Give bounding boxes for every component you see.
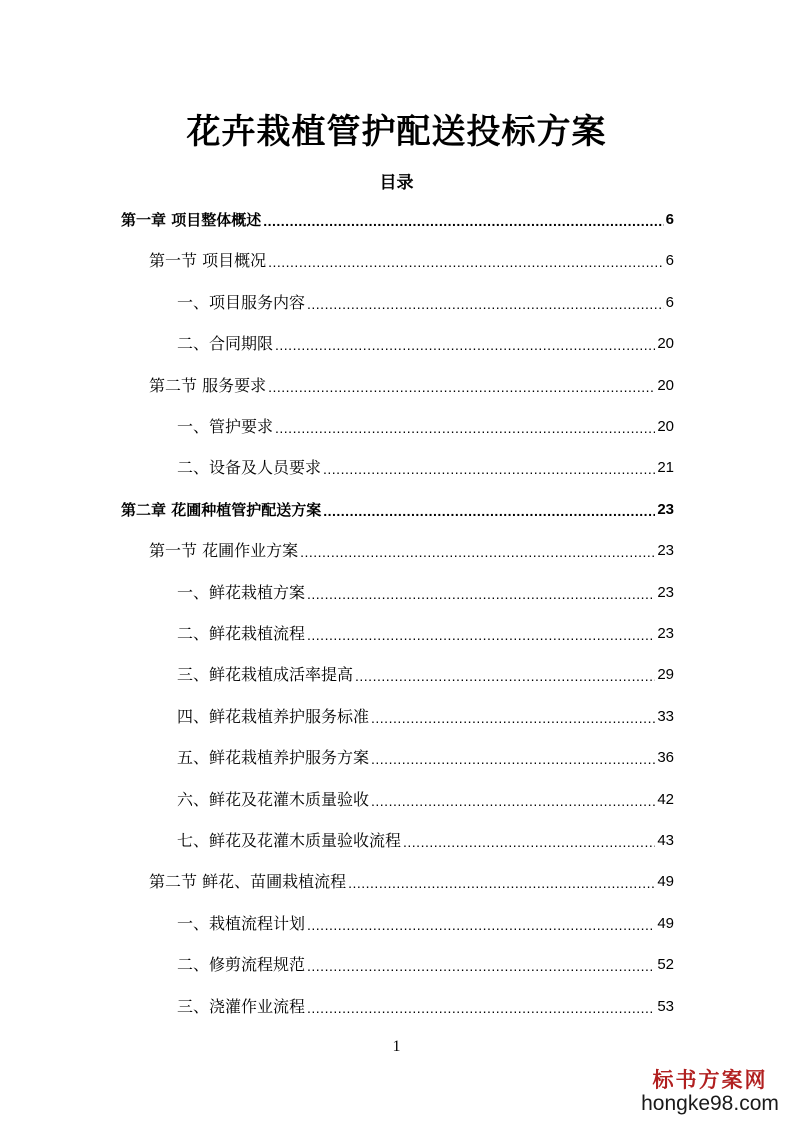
toc-dot-leader: [307, 626, 655, 644]
toc-entry-label: 二、设备及人员要求: [177, 458, 322, 477]
toc-dot-leader: [307, 295, 664, 313]
toc-dot-leader: [307, 585, 655, 603]
toc-dot-leader: [263, 212, 663, 230]
toc-dot-leader: [355, 667, 655, 685]
toc-entry-page: 6: [665, 294, 674, 311]
page-number: 1: [392, 1038, 401, 1055]
toc-entry[interactable]: [149, 868, 674, 892]
toc-entry-page: 21: [657, 459, 674, 476]
toc-entry[interactable]: [177, 703, 674, 727]
toc-entry-label: 一、鲜花栽植方案: [177, 583, 306, 602]
toc-dot-leader: [323, 460, 655, 478]
toc-entry-page: 49: [657, 915, 674, 932]
toc-entry[interactable]: [177, 454, 674, 478]
toc-entry-page: 20: [657, 377, 674, 394]
toc-entry-label: 七、鲜花及花灌木质量验收流程: [177, 831, 402, 850]
toc-entry-label: 第二章 花圃种植管护配送方案: [121, 501, 322, 519]
toc-heading: 目录: [379, 173, 414, 193]
toc-entry-page: 53: [657, 998, 674, 1015]
toc-entry[interactable]: [177, 744, 674, 768]
watermark-brand: 标书方案网: [652, 1067, 768, 1092]
toc-entry[interactable]: [177, 579, 674, 603]
toc-entry[interactable]: [149, 247, 674, 271]
toc-dot-leader: [300, 543, 655, 561]
toc-entry-page: 29: [657, 666, 674, 683]
toc-entry-page: 20: [657, 335, 674, 352]
toc-dot-leader: [268, 253, 664, 271]
toc-dot-leader: [323, 502, 655, 520]
toc-entry[interactable]: [121, 206, 674, 230]
toc-entry[interactable]: [177, 289, 674, 313]
toc-entry-page: 23: [657, 542, 674, 559]
toc-entry-page: 42: [657, 791, 674, 808]
toc-entry-page: 36: [657, 749, 674, 766]
toc-entry-label: 六、鲜花及花灌木质量验收: [177, 790, 370, 809]
toc-entry-label: 第二节 服务要求: [149, 376, 267, 395]
toc-dot-leader: [371, 792, 655, 810]
toc-dot-leader: [403, 833, 655, 851]
toc-entry[interactable]: [177, 993, 674, 1017]
toc-entry-label: 第一节 花圃作业方案: [149, 541, 299, 560]
toc-entry-label: 一、栽植流程计划: [177, 914, 306, 933]
toc-entry[interactable]: [149, 372, 674, 396]
toc-entry[interactable]: [177, 330, 674, 354]
toc-entry[interactable]: [177, 620, 674, 644]
toc-entry[interactable]: [149, 537, 674, 561]
toc-entry-page: 33: [657, 708, 674, 725]
toc-entry[interactable]: [177, 827, 674, 851]
watermark-url: hongke98.com: [641, 1092, 779, 1115]
toc-dot-leader: [268, 378, 655, 396]
toc-entry-label: 三、浇灌作业流程: [177, 997, 306, 1016]
watermark: [635, 1068, 785, 1116]
toc-entry-page: 20: [657, 418, 674, 435]
toc-entry-label: 一、管护要求: [177, 417, 274, 436]
toc-dot-leader: [275, 419, 655, 437]
toc-entry-label: 四、鲜花栽植养护服务标准: [177, 707, 370, 726]
toc-dot-leader: [307, 916, 655, 934]
toc-entry-label: 二、修剪流程规范: [177, 955, 306, 974]
toc-entry-page: 49: [657, 873, 674, 890]
toc-entry-page: 23: [657, 501, 674, 518]
toc-entry-page: 43: [657, 832, 674, 849]
toc-dot-leader: [307, 999, 655, 1017]
toc-entry-label: 一、项目服务内容: [177, 293, 306, 312]
toc-dot-leader: [371, 750, 655, 768]
toc-entry[interactable]: [177, 786, 674, 810]
toc-entry-page: 23: [657, 584, 674, 601]
toc-entry-label: 二、合同期限: [177, 334, 274, 353]
toc-entry[interactable]: [177, 951, 674, 975]
toc-entry-label: 二、鲜花栽植流程: [177, 624, 306, 643]
toc-dot-leader: [307, 957, 655, 975]
toc-dot-leader: [348, 874, 655, 892]
toc-entry[interactable]: [177, 910, 674, 934]
toc-entry-label: 五、鲜花栽植养护服务方案: [177, 748, 370, 767]
document-title: 花卉栽植管护配送投标方案: [186, 112, 607, 152]
toc-entry-page: 52: [657, 956, 674, 973]
toc-entry[interactable]: [177, 661, 674, 685]
toc-entry-page: 6: [665, 252, 674, 269]
toc-entry-page: 23: [657, 625, 674, 642]
toc-dot-leader: [371, 709, 655, 727]
toc-entry-label: 第一节 项目概况: [149, 251, 267, 270]
toc-entry-label: 第二节 鲜花、苗圃栽植流程: [149, 872, 347, 891]
toc-entry-label: 三、鲜花栽植成活率提高: [177, 665, 354, 684]
toc-dot-leader: [275, 336, 655, 354]
toc-entry[interactable]: [177, 413, 674, 437]
toc-entry[interactable]: [121, 496, 674, 520]
toc-entry-page: 6: [665, 211, 674, 228]
toc-entry-label: 第一章 项目整体概述: [121, 211, 262, 229]
